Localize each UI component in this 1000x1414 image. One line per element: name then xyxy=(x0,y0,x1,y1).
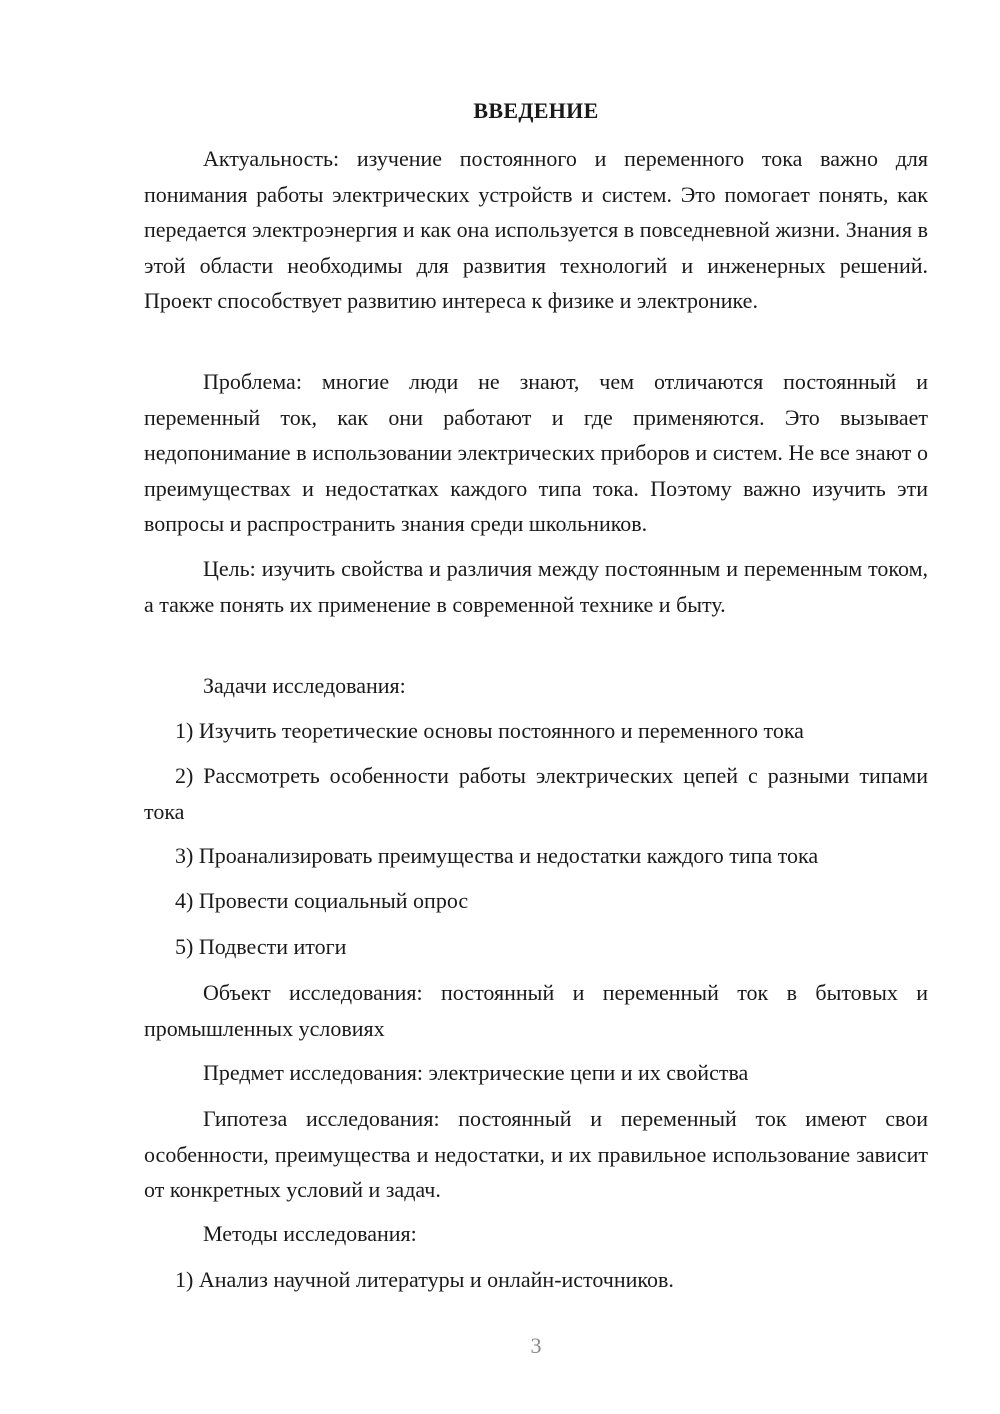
object-paragraph-block xyxy=(144,975,928,1046)
task-item: 4) Провести социальный опрос xyxy=(175,888,469,913)
methods-heading-block xyxy=(144,1216,928,1252)
task-item-3-block xyxy=(144,838,928,874)
tasks-heading-block xyxy=(144,668,928,704)
problem-paragraph: Проблема: многие люди не знают, чем отличаются постоянный и переменный ток, как они работают и где применяются. Это вызывает недопонимание в использовании электрических приборов и систем. Не все знают о преимуществах и недостатках каждого типа тока. Поэтому важно изучить эти вопросы и распространить знания среди школьников. xyxy=(144,369,928,536)
subject-paragraph-block xyxy=(144,1055,928,1091)
goal-paragraph-block xyxy=(144,551,928,622)
relevance-paragraph: Актуальность: изучение постоянного и переменного тока важно для понимания работы электрических устройств и систем. Это помогает понять, как передается электроэнергия и как она используется в повседневной жизни. Знания в этой области необходимы для развития технологий и инженерных решений. Проект способствует развитию интереса к физике и электронике. xyxy=(144,146,928,313)
page-number: 3 xyxy=(530,1333,542,1358)
methods-heading: Методы исследования: xyxy=(203,1221,417,1246)
method-item-1-block xyxy=(144,1262,928,1298)
subject-paragraph: Предмет исследования: электрические цепи и их свойства xyxy=(203,1060,749,1085)
problem-paragraph-block xyxy=(144,364,928,542)
tasks-heading: Задачи исследования: xyxy=(203,673,406,698)
relevance-paragraph-block xyxy=(144,141,928,319)
task-item: 3) Проанализировать преимущества и недостатки каждого типа тока xyxy=(175,843,819,868)
object-paragraph: Объект исследования: постоянный и переменный ток в бытовых и промышленных условиях xyxy=(144,980,928,1041)
task-item-1-block xyxy=(144,713,928,749)
task-item: 5) Подвести итоги xyxy=(175,934,347,959)
hypothesis-paragraph: Гипотеза исследования: постоянный и переменный ток имеют свои особенности, преимущества и недостатки, и их правильное использование зависит от конкретных условий и задач. xyxy=(144,1106,928,1202)
goal-paragraph: Цель: изучить свойства и различия между постоянным и переменным током, а также понять их применение в современной технике и быту. xyxy=(144,556,928,617)
task-item-4-block xyxy=(144,883,928,919)
hypothesis-paragraph-block xyxy=(144,1101,928,1208)
task-item: 2) Рассмотреть особенности работы электрических цепей с разными типами тока xyxy=(144,763,928,824)
task-item: 1) Изучить теоретические основы постоянного и переменного тока xyxy=(175,718,804,743)
task-item-5-block xyxy=(144,929,928,965)
method-item: 1) Анализ научной литературы и онлайн-источников. xyxy=(175,1267,674,1292)
task-item-2-block xyxy=(144,758,928,829)
page-title: ВВЕДЕНИЕ xyxy=(473,98,599,123)
